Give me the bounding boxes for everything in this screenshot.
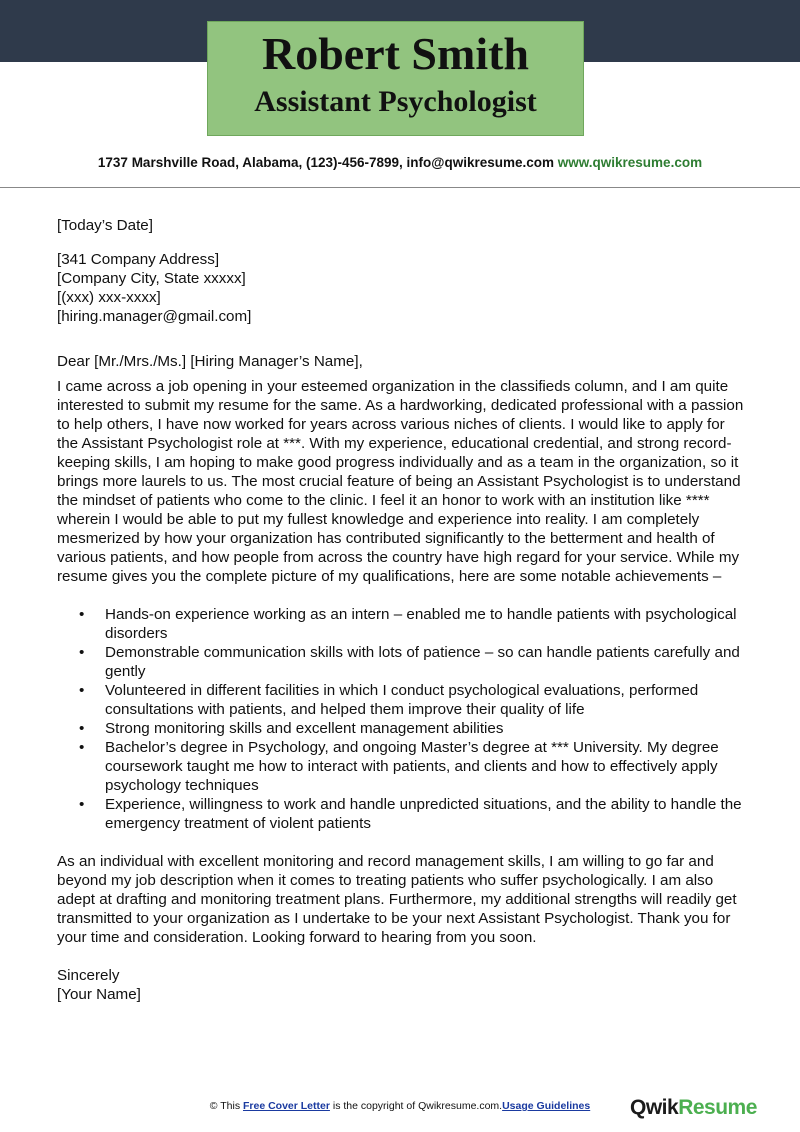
closing-paragraph: As an individual with excellent monitoring and record management skills, I am willing to go far and beyond my job description when it comes to treating patients who suffer psychologically. I am also adept at drafting and monitoring treatment plans. Furthermore, my additional strengths will readily get transmitted to your organization as I undertake to be your next Assistant Psychologist. Thank you for your time and consideration. Looking forward to hearing from you soon. bbox=[57, 853, 737, 946]
address-line: [hiring.manager@gmail.com] bbox=[57, 308, 252, 325]
list-item: • Bachelor’s degree in Psychology, and ongoing Master’s degree at *** University. My degree coursework taught me how to interact with patients, and clients and how to effectively apply psychology techniques bbox=[105, 738, 747, 795]
signoff: Sincerely bbox=[57, 967, 120, 984]
list-item: • Strong monitoring skills and excellent management abilities bbox=[105, 719, 747, 738]
address-line: [(xxx) xxx-xxxx] bbox=[57, 289, 161, 306]
letter-body bbox=[57, 216, 747, 1004]
list-item: • Volunteered in different facilities in which I conduct psychological evaluations, performed consultations with patients, and helped them improve their quality of life bbox=[105, 681, 747, 719]
intro-paragraph: I came across a job opening in your esteemed organization in the classifieds column, and I am quite interested to submit my resume for the same. As a hardworking, dedicated professional with a passion to help others, I have now worked for years across various niches of clients. I would like to apply for the Assistant Psychologist role at ***. With my experience, educational credential, and strong record-keeping skills, I am hoping to make good progress individually and as a team in the organization, so it brings more laurels to us. The most crucial feature of being an Assistant Psychologist is to understand the mindset of patients who come to the clinic. I feel it an honor to work with an institution like **** wherein I would be able to put my fullest knowledge and experience into reality. I am completely mesmerized by how your organization has contributed significantly to the betterment and health of various patients, and how people from across the country have high regard for your service. While my resume gives you the complete picture of my qualifications, here are some notable achievements – bbox=[57, 378, 744, 585]
salutation: Dear [Mr./Mrs./Ms.] [Hiring Manager’s Name], bbox=[57, 353, 363, 370]
name-banner bbox=[207, 21, 584, 136]
list-item: • Demonstrable communication skills with lots of patience – so can handle patients carefully and gently bbox=[105, 643, 747, 681]
signature: [Your Name] bbox=[57, 986, 141, 1003]
footer-prefix: © This bbox=[209, 1100, 243, 1112]
address-line: [341 Company Address] bbox=[57, 251, 220, 268]
contact-line bbox=[0, 155, 800, 170]
list-item: • Experience, willingness to work and handle unpredicted situations, and the ability to handle the emergency treatment of violent patients bbox=[105, 795, 747, 833]
letter-date: [Today’s Date] bbox=[57, 217, 153, 234]
job-title: Assistant Psychologist bbox=[254, 85, 537, 118]
logo-part-qwik: Qwik bbox=[630, 1096, 679, 1119]
achievements-list bbox=[57, 605, 747, 833]
free-cover-letter-link[interactable]: Free Cover Letter bbox=[242, 1100, 330, 1112]
website-link[interactable]: www.qwikresume.com bbox=[557, 155, 703, 170]
footer-middle: is the copyright of Qwikresume.com. bbox=[329, 1100, 503, 1112]
list-item: • Hands-on experience working as an intern – enabled me to handle patients with psychological disorders bbox=[105, 605, 747, 643]
usage-guidelines-link[interactable]: Usage Guidelines bbox=[502, 1100, 591, 1112]
address-line: [Company City, State xxxxx] bbox=[57, 270, 246, 287]
header-divider bbox=[0, 187, 800, 188]
qwikresume-logo bbox=[630, 1096, 757, 1120]
contact-details: 1737 Marshville Road, Alabama, (123)-456-7899, info@qwikresume.com bbox=[97, 155, 555, 170]
logo-part-resume: Resume bbox=[678, 1096, 757, 1119]
candidate-name: Robert Smith bbox=[261, 28, 530, 79]
